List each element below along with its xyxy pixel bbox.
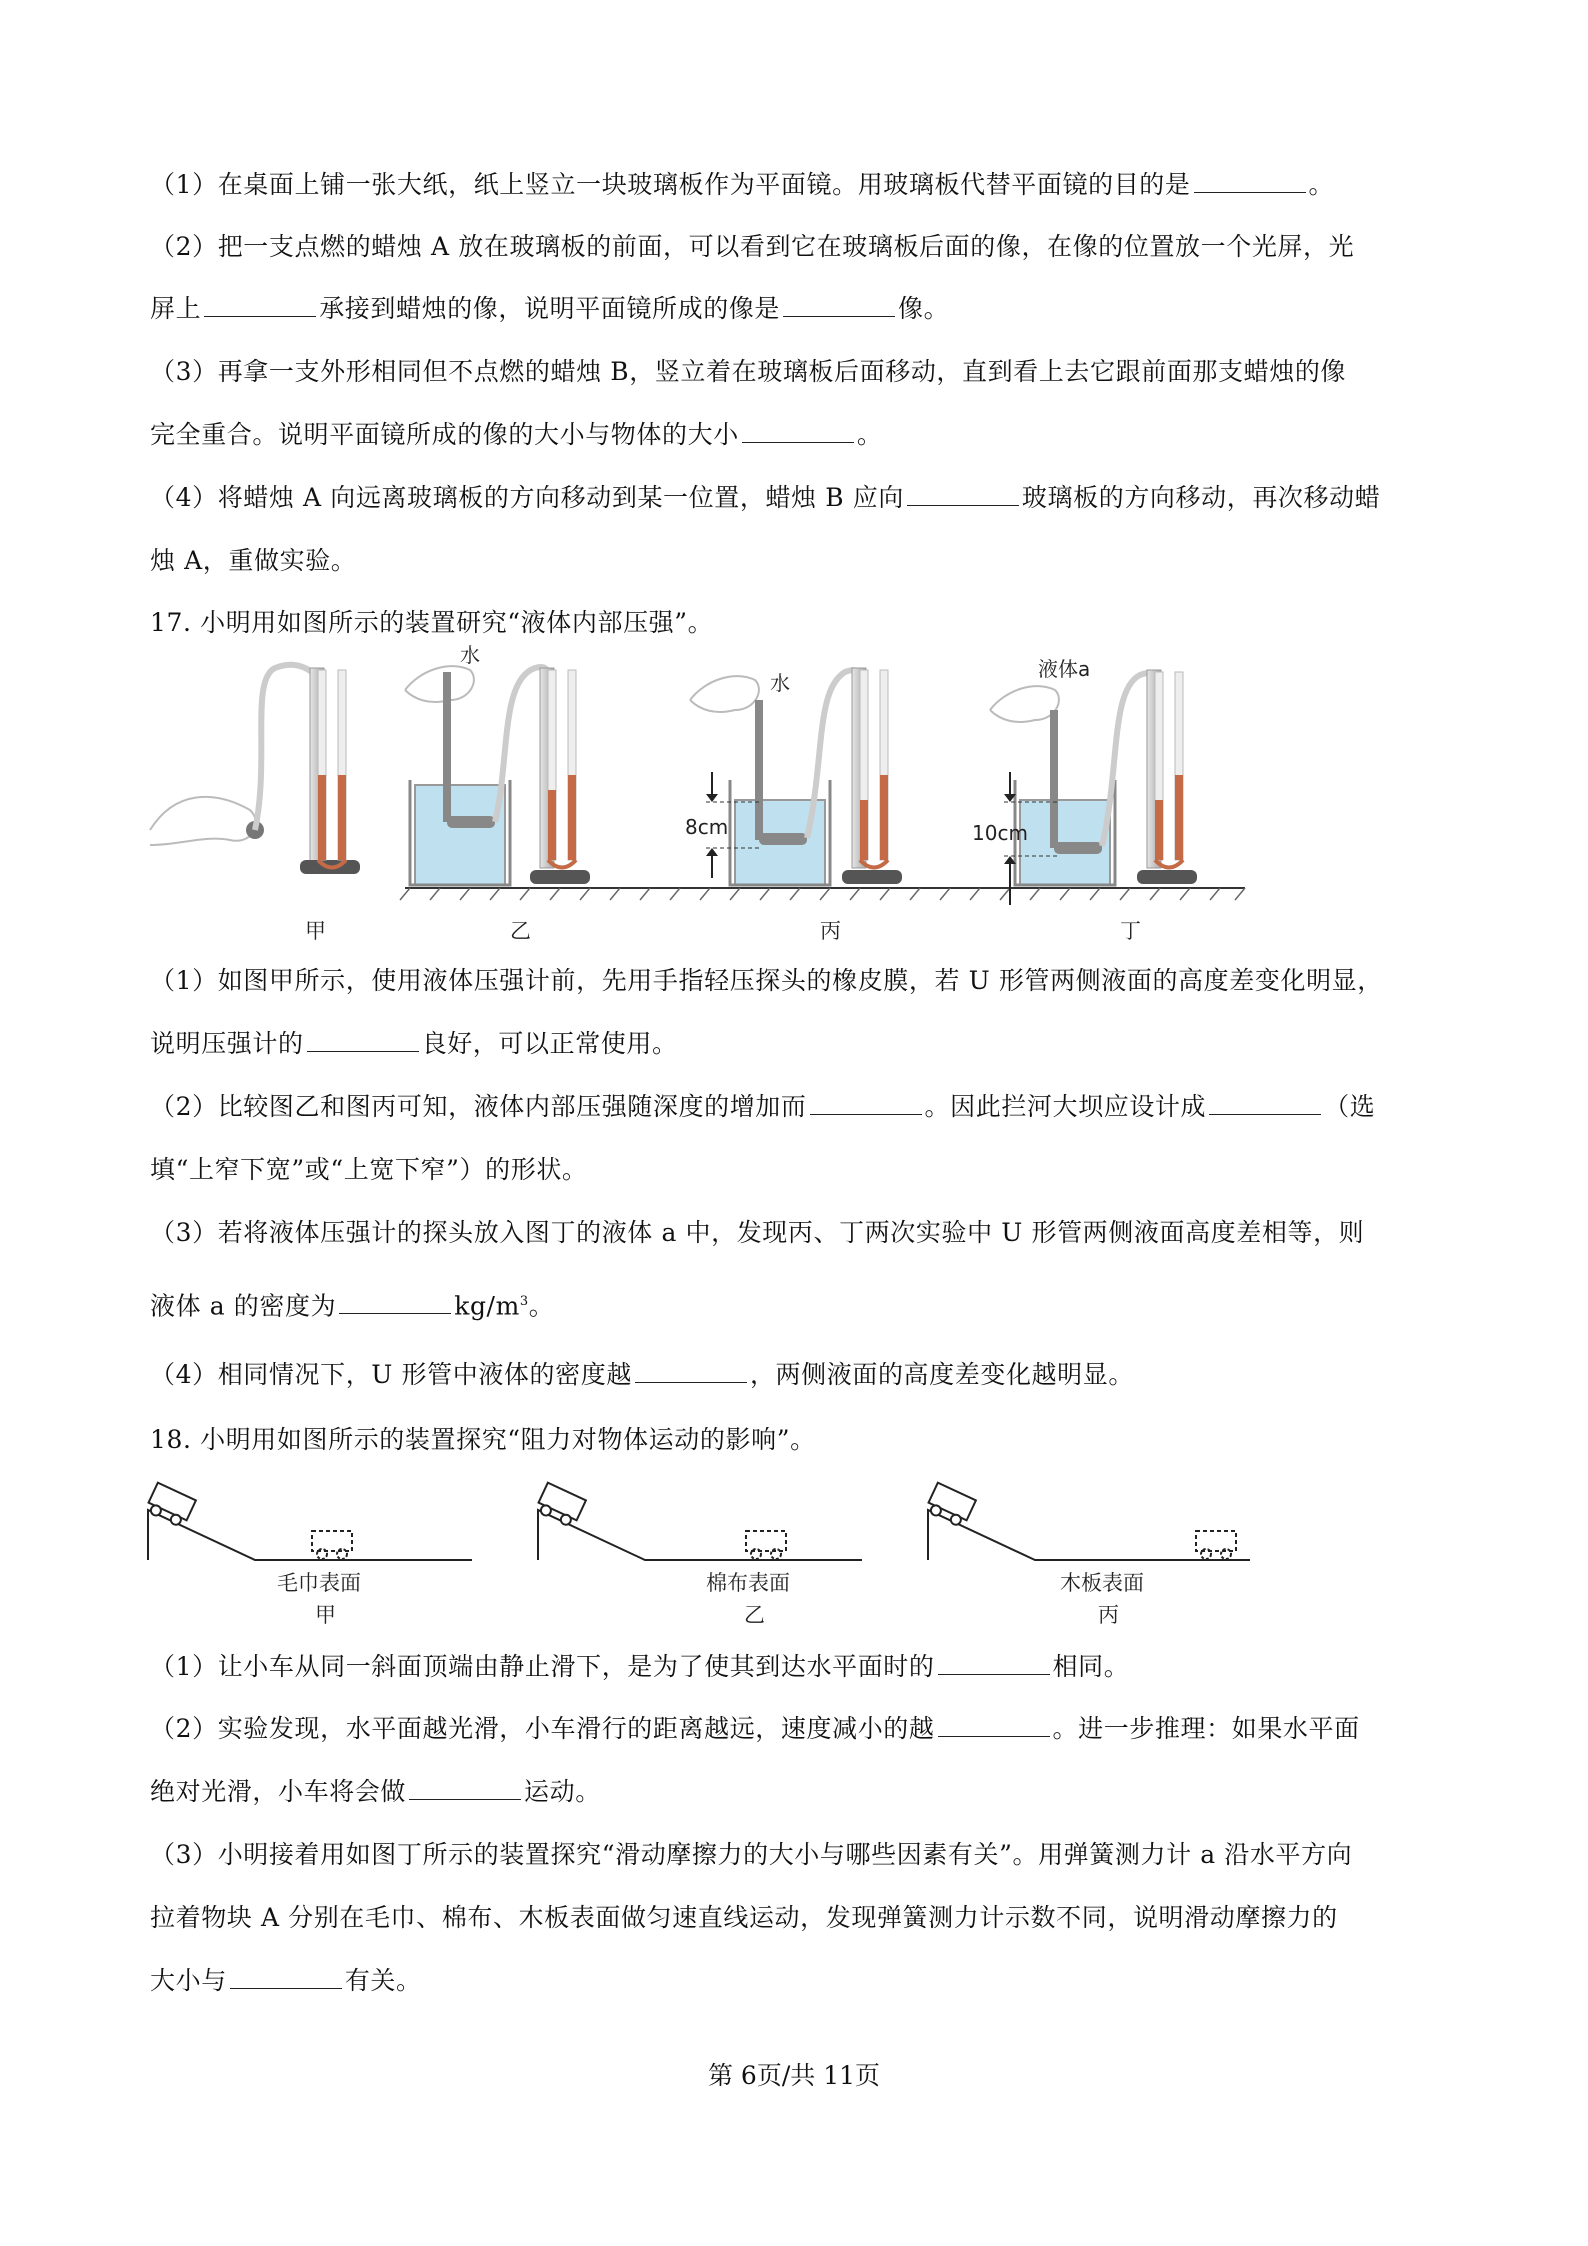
text: 。进一步推理：如果水平面 <box>1052 1714 1360 1743</box>
answer-blank[interactable] <box>938 1652 1050 1675</box>
ground-hatching <box>400 888 1245 900</box>
q17-part-1a <box>150 964 1383 998</box>
text: （3）若将液体压强计的探头放入图丁的液体 a 中，发现丙、丁两次实验中 U 形管两侧液面高度差相等，则 <box>150 1218 1365 1247</box>
hand-icon <box>690 676 759 712</box>
figure-18-bing <box>925 1483 1250 1560</box>
figure-18-jia <box>145 1483 472 1560</box>
caption-jia: 甲 <box>305 919 326 943</box>
label-depth-10cm: 10cm <box>972 821 1028 845</box>
figure-yi <box>405 643 590 885</box>
figure-jia <box>150 665 360 874</box>
q18-part-2b <box>150 1775 601 1809</box>
q17-part-3a <box>150 1216 1364 1250</box>
text: （1）如图甲所示，使用液体压强计前，先用手指轻压探头的橡皮膜，若 U 形管两侧液面的高度差变化明显， <box>150 966 1383 995</box>
probe-head <box>447 816 495 828</box>
text: 相同。 <box>1052 1652 1130 1681</box>
text: 17. 小明用如图所示的装置研究“液体内部压强”。 <box>150 608 714 637</box>
label-cotton-surface: 棉布表面 <box>706 1571 790 1595</box>
answer-blank[interactable] <box>810 1092 922 1115</box>
q17-part-2a <box>150 1090 1375 1124</box>
answer-blank[interactable] <box>230 1966 342 1989</box>
text: 玻璃板的方向移动，再次移动蜡 <box>1021 483 1381 512</box>
text: （4）将蜡烛 A 向远离玻璃板的方向移动到某一位置，蜡烛 B 应向 <box>150 483 904 512</box>
text: 大小与 <box>150 1966 227 1995</box>
caption-18-yi: 乙 <box>744 1603 765 1627</box>
text: （3）再拿一支外形相同但不点燃的蜡烛 B，竖立着在玻璃板后面移动，直到看上去它跟前面那支蜡烛的像 <box>150 357 1347 386</box>
caption-18-jia: 甲 <box>315 1603 336 1627</box>
q17-part-1b <box>150 1027 678 1061</box>
superscript: 3 <box>519 1294 529 1309</box>
caption-18-bing: 丙 <box>1098 1603 1119 1627</box>
beaker-water <box>415 785 505 885</box>
q18-part-3c <box>150 1964 422 1998</box>
answer-blank[interactable] <box>339 1291 451 1314</box>
text: （选 <box>1324 1092 1376 1121</box>
text: ，两侧液面的高度差变化越明显。 <box>749 1360 1134 1389</box>
answer-blank[interactable] <box>409 1777 521 1800</box>
q18-part-3b <box>150 1901 1338 1935</box>
text: （3）小明接着用如图丁所示的装置探究“滑动摩擦力的大小与哪些因素有关”。用弹簧测力计 a 沿水平方向 <box>150 1840 1353 1869</box>
probe-rod <box>443 672 451 822</box>
text: 说明压强计的 <box>150 1029 304 1058</box>
text: 填“上窄下宽”或“上宽下窄”）的形状。 <box>150 1155 588 1184</box>
hand-icon <box>990 686 1059 722</box>
text: 绝对光滑，小车将会做 <box>150 1777 407 1806</box>
answer-blank[interactable] <box>635 1360 747 1383</box>
q17-part-2b <box>150 1153 588 1187</box>
label-water-1: 水 <box>460 643 480 667</box>
text: 良好，可以正常使用。 <box>421 1029 678 1058</box>
text: 。 <box>856 420 883 449</box>
caption-bing: 丙 <box>820 919 841 943</box>
answer-blank[interactable] <box>938 1714 1050 1737</box>
text: kg/m <box>454 1291 520 1321</box>
text: 。 <box>528 1291 555 1321</box>
label-wood-surface: 木板表面 <box>1060 1571 1144 1595</box>
text: 屏上 <box>150 294 202 323</box>
q17-part-4 <box>150 1358 1134 1392</box>
text: （4）相同情况下，U 形管中液体的密度越 <box>150 1360 632 1389</box>
hand-icon <box>150 797 256 845</box>
q18-title <box>150 1423 816 1457</box>
figure-ding <box>972 657 1197 905</box>
label-water-2: 水 <box>770 671 790 695</box>
q18-part-1 <box>150 1650 1129 1684</box>
label-liquid-a: 液体a <box>1038 657 1091 681</box>
figure-bing <box>685 668 902 885</box>
text: （1）在桌面上铺一张大纸，纸上竖立一块玻璃板作为平面镜。用玻璃板代替平面镜的目的是 <box>150 170 1191 199</box>
label-depth-8cm: 8cm <box>685 815 729 839</box>
text: 完全重合。说明平面镜所成的像的大小与物体的大小 <box>150 420 739 449</box>
text: 18. 小明用如图所示的装置探究“阻力对物体运动的影响”。 <box>150 1425 816 1454</box>
text: 烛 A，重做实验。 <box>150 546 357 575</box>
text: （2）实验发现，水平面越光滑，小车滑行的距离越远，速度减小的越 <box>150 1714 935 1743</box>
text: （2）把一支点燃的蜡烛 A 放在玻璃板的前面，可以看到它在玻璃板后面的像，在像的位置放一个光屏，光 <box>150 232 1355 261</box>
text: 有关。 <box>344 1966 422 1995</box>
answer-blank[interactable] <box>1209 1092 1321 1115</box>
page-footer: 第 6页/共 11页 <box>707 2061 881 2090</box>
text: 承接到蜡烛的像，说明平面镜所成的像是 <box>319 294 781 323</box>
hand-icon <box>405 666 474 702</box>
text: 液体 a 的密度为 <box>150 1291 337 1321</box>
caption-ding: 丁 <box>1120 919 1141 943</box>
text: （1）让小车从同一斜面顶端由静止滑下，是为了使其到达水平面时的 <box>150 1652 935 1681</box>
q18-part-3a <box>150 1838 1352 1872</box>
caption-yi: 乙 <box>510 919 531 943</box>
text: 拉着物块 A 分别在毛巾、棉布、木板表面做匀速直线运动，发现弹簧测力计示数不同，说明滑动摩擦力的 <box>150 1903 1338 1932</box>
q18-part-2a <box>150 1712 1360 1746</box>
answer-blank[interactable] <box>307 1029 419 1052</box>
q17-part-3b <box>150 1285 554 1323</box>
text: 运动。 <box>524 1777 601 1806</box>
text: 。因此拦河大坝应设计成 <box>924 1092 1207 1121</box>
text: 。 <box>1308 170 1335 199</box>
text: 像。 <box>898 294 950 323</box>
figure-18-yi <box>535 1483 862 1560</box>
text: （2）比较图乙和图丙可知，液体内部压强随深度的增加而 <box>150 1092 807 1121</box>
label-towel-surface: 毛巾表面 <box>277 1571 361 1595</box>
